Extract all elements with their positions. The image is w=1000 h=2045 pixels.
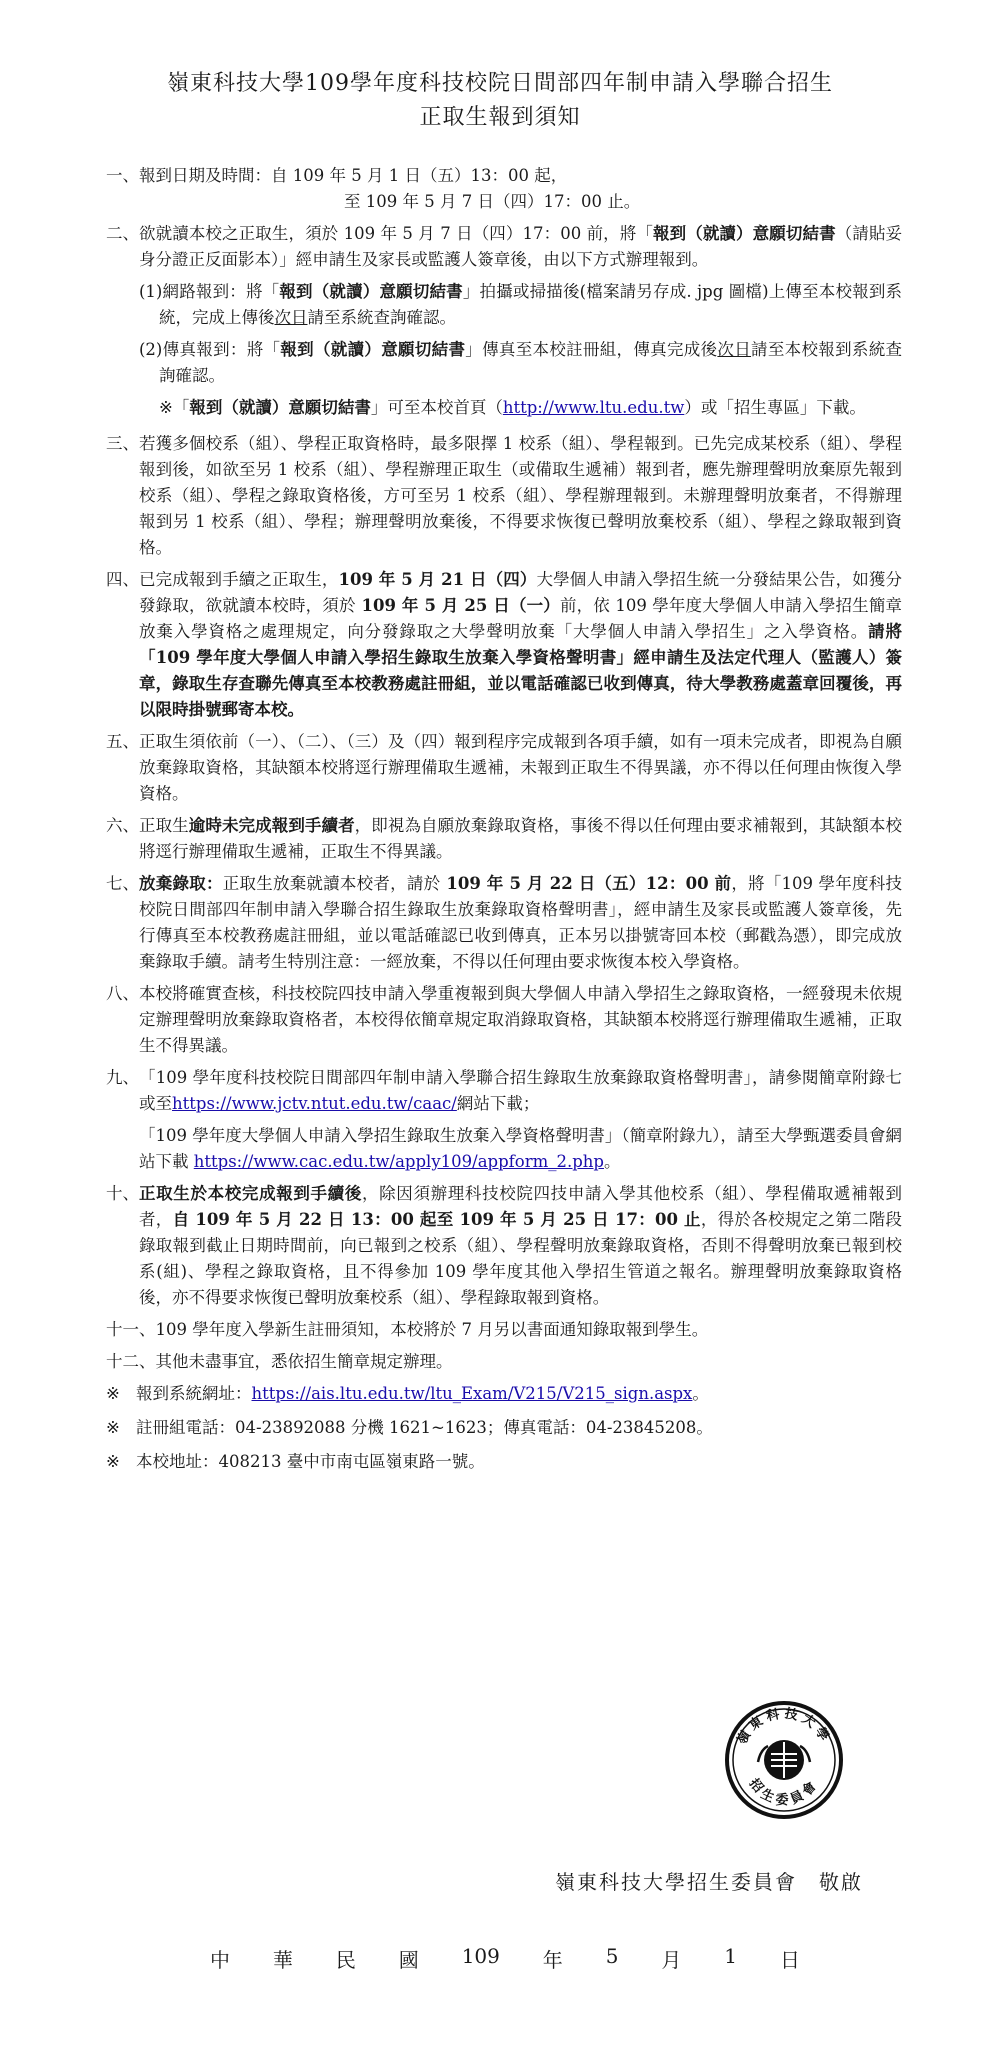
item-12	[106, 1349, 902, 1375]
date-char: 華	[272, 1948, 293, 1972]
document-subtitle: 正取生報到須知	[419, 105, 581, 130]
item-text: 109 學年度入學新生註冊須知，本校將於 7 月另以書面通知錄取報到學生。	[155, 1320, 709, 1339]
note-phone	[106, 1415, 902, 1441]
fax-registration-method: (2)傳真報到：將「報到（就讀）意願切結書」傳真至本校註冊組，傳真完成後次日請至本校報到系統查詢確認。	[139, 340, 903, 385]
item-number: 十二、	[106, 1352, 156, 1371]
issue-date	[210, 1944, 800, 1973]
note-mark: ※	[106, 1418, 120, 1437]
item-text: 正取生於本校完成報到手續後，除因須辦理科技校院四技申請入學其他校系（組）、學程備取遞補報到者，自 109 年 5 月 22 日 13：00 起至 109 年 5 月 25 日 17：00 止，得於各校規定之第二階段錄取報到截止日期時間前，向已報到之校系（組）、學程聲明放棄錄取資格，否則不得聲明放棄已報到校系(組)、學程之錄取資格，且不得參加 109 學年度其他入學招生管道之報名。辦理聲明放棄錄取資格後，亦不得要求恢復已聲明放棄校系（組）、學程錄取報到資格。	[139, 1184, 903, 1307]
school-homepage-link[interactable]: http://www.ltu.edu.tw	[502, 398, 685, 417]
item-text: 若獲多個校系（組）、學程正取資格時，最多限擇 1 校系（組）、學程報到。已先完成某校系（組）、學程報到後，如欲至另 1 校系（組）、學程辦理正取生（或備取生遞補）報到者，應先辦理聲明放棄原先報到校系（組）、學程之錄取資格後，方可至另 1 校系（組）、學程辦理報到。未辦理聲明放棄者，不得辦理報到另 1 校系（組）、學程；辦理聲明放棄後，不得要求恢復已聲明放棄校系（組）、學程之錄取報到資格。	[139, 434, 902, 557]
item-number: 六、	[106, 816, 139, 835]
item-text: 正取生須依前（一）、（二）、（三）及（四）報到程序完成報到各項手續，如有一項未完成者，即視為自願放棄錄取資格，其缺額本校將逕行辦理備取生遞補，未報到正取生不得異議，亦不得以任何理由恢復入學資格。	[139, 732, 902, 803]
document-title: 嶺東科技大學109學年度科技校院日間部四年制申請入學聯合招生	[167, 71, 833, 96]
item-11	[106, 1317, 902, 1343]
item-10	[106, 1181, 902, 1311]
item-text: 放棄錄取：正取生放棄就讀本校者，請於 109 年 5 月 22 日（五）12：00 前，將「109 學年度科技校院日間部四年制申請入學聯合招生錄取生放棄錄取資格聲明書」，經申請生及家長或監護人簽章後，先行傳真至本校教務處註冊組，並以電話確認已收到傳真，正本另以掛號寄回本校（郵戳為憑），即完成放棄錄取手續。請考生特別注意：一經放棄，不得以任何理由要求恢復本校入學資格。	[139, 874, 902, 971]
date-char: 民	[335, 1948, 356, 1972]
contact-notes	[106, 1381, 902, 1475]
form-download-note: ※「報到（就讀）意願切結書」可至本校首頁（http://www.ltu.edu.tw）或「招生專區」下載。	[159, 398, 866, 417]
item-number: 十一、	[106, 1320, 156, 1339]
note-mark: ※	[106, 1452, 120, 1471]
date-char: 日	[779, 1948, 800, 1972]
signature-committee: 嶺東科技大學招生委員會 敬啟	[555, 1870, 863, 1894]
item-text: 「109 學年度大學個人申請入學招生錄取生放棄入學資格聲明書」（簡章附錄九），請至大學甄選委員會網站下載 https://www.cac.edu.tw/apply109/appform_2.php。	[139, 1126, 902, 1171]
date-char: 中	[210, 1948, 230, 1972]
date-char: 年	[542, 1948, 563, 1972]
item-text: 本校將確實查核，科技校院四技申請入學重複報到與大學個人申請入學招生之錄取資格，一經發現未依規定辦理聲明放棄錄取資格者，本校得依簡章規定取消錄取資格，其缺額本校將逕行辦理備取生遞補，正取生不得異議。	[139, 984, 902, 1055]
item-9	[106, 1065, 902, 1175]
item-number: 四、	[106, 570, 139, 589]
registration-period-start: 報到日期及時間：自 109 年 5 月 1 日（五）13：00 起，	[139, 166, 568, 185]
item-7	[106, 871, 902, 975]
item-text: 其他未盡事宜，悉依招生簡章規定辦理。	[155, 1352, 453, 1371]
date-char: 月	[661, 1948, 682, 1972]
jctv-download-link[interactable]: https://www.jctv.ntut.edu.tw/caac/	[172, 1094, 457, 1113]
item-8	[106, 981, 902, 1059]
online-registration-method: (1)網路報到：將「報到（就讀）意願切結書」拍攝或掃描後(檔案請另存成. jpg 圖檔)上傳至本校報到系統，完成上傳後次日請至系統查詢確認。	[139, 282, 903, 327]
item-2	[106, 221, 902, 425]
note-registration-url: ※ 報到系統網址：https://ais.ltu.edu.tw/ltu_Exam/V215/V215_sign.aspx。	[106, 1381, 902, 1407]
registration-system-link[interactable]: https://ais.ltu.edu.tw/ltu_Exam/V215/V215_sign.aspx	[251, 1384, 693, 1403]
item-1	[106, 163, 902, 215]
item-text: 欲就讀本校之正取生，須於 109 年 5 月 7 日（四）17：00 前，將「報到（就讀）意願切結書（請貼妥身分證正反面影本）」經申請生及家長或監護人簽章後，由以下方式辦理報到。	[139, 224, 903, 269]
seal-bottom-text: 招生委員會	[745, 1776, 823, 1808]
note-address	[106, 1449, 902, 1475]
cac-download-link[interactable]: https://www.cac.edu.tw/apply109/appform_2.php	[193, 1152, 604, 1171]
item-4	[106, 567, 902, 723]
item-3	[106, 431, 902, 561]
date-month: 5	[605, 1944, 619, 1968]
registration-period-end: 至 109 年 5 月 7 日（四）17：00 止。	[344, 192, 641, 211]
date-char: 國	[398, 1948, 419, 1972]
committee-seal-stamp	[724, 1700, 844, 1820]
seal-top-text: 嶺東科技大學	[734, 1706, 834, 1748]
phone-text: 註冊組電話：04-23892088 分機 1621~1623；傳真電話：04-23845208。	[136, 1418, 713, 1437]
item-number: 二、	[106, 224, 139, 243]
date-day: 1	[724, 1944, 738, 1968]
address-text: 本校地址：408213 臺中市南屯區嶺東路一號。	[136, 1452, 485, 1471]
item-text: 已完成報到手續之正取生，109 年 5 月 21 日（四）大學個人申請入學招生統一分發結果公告，如獲分發錄取，欲就讀本校時，須於 109 年 5 月 25 日（一）前，依 109 學年度大學個人申請入學招生簡章放棄入學資格之處理規定，向分發錄取之大學聲明放棄「大學個人申請入學招生」之入學資格。請將「109 學年度大學個人申請入學招生錄取生放棄入學資格聲明書」經申請生及法定代理人（監護人）簽章，錄取生存查聯先傳真至本校教務處註冊組，並以電話確認已收到傳真，待大學教務處蓋章回覆後，再以限時掛號郵寄本校。	[139, 570, 903, 719]
item-number: 五、	[106, 732, 139, 751]
item-text: 正取生逾時未完成報到手續者，即視為自願放棄錄取資格，事後不得以任何理由要求補報到，其缺額本校將逕行辦理備取生遞補，正取生不得異議。	[139, 816, 903, 861]
item-text: 「109 學年度科技校院日間部四年制申請入學聯合招生錄取生放棄錄取資格聲明書」，請參閱簡章附錄七或至https://www.jctv.ntut.edu.tw/caac/網站下載；	[139, 1068, 902, 1113]
note-mark: ※	[106, 1384, 120, 1403]
date-year: 109	[461, 1944, 500, 1968]
item-number: 十、	[106, 1184, 139, 1203]
item-number: 三、	[106, 434, 139, 453]
item-number: 八、	[106, 984, 139, 1003]
item-number: 九、	[106, 1068, 139, 1087]
item-6	[106, 813, 902, 865]
item-number: 一、	[106, 166, 139, 185]
item-number: 七、	[106, 874, 139, 893]
seal-emblem	[758, 1740, 810, 1780]
item-5	[106, 729, 902, 807]
notice-content	[106, 163, 902, 1483]
